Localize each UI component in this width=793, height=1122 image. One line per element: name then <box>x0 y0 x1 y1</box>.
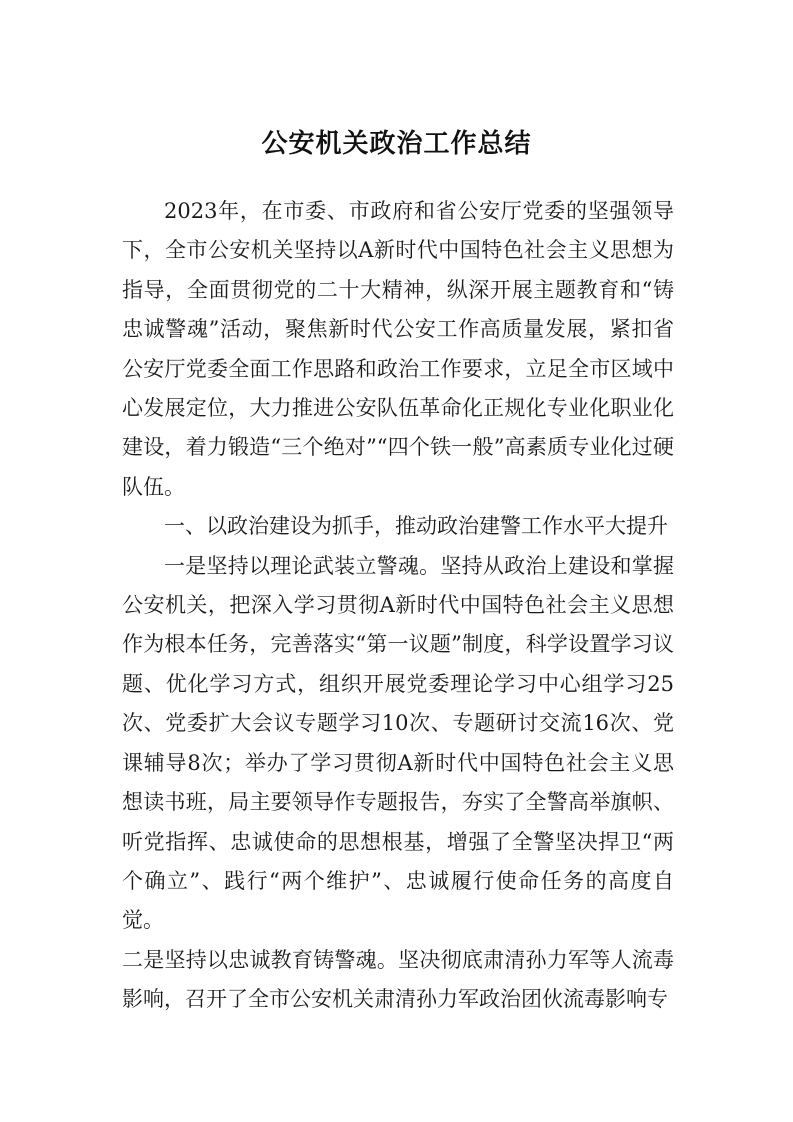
paragraph-intro: 2023年，在市委、市政府和省公安厅党委的坚强领导下，全市公安机关坚持以A新时代中国特色社会主义思想为指导，全面贯彻党的二十大精神，纵深开展主题教育和“铸忠诚警魂”活动，聚焦新时代公安工作高质量发展，紧扣省公安厅党委全面工作思路和政治工作要求，立足全市区域中心发展定位，大力推进公安队伍革命化正规化专业化职业化建设，着力锻造“三个绝对”“四个铁一般”高素质专业化过硬队伍。 <box>122 199 674 499</box>
document-body <box>122 192 674 1020</box>
paragraph-loyalty: 二是坚持以忠诚教育铸警魂。坚决彻底肃清孙力军等人流毒影响，召开了全市公安机关肃清孙力军政治团伙流毒影响专 <box>122 947 674 1012</box>
section-heading-1: 一、以政治建设为抓手，推动政治建警工作水平大提升 <box>164 514 668 539</box>
document-title: 公安机关政治工作总结 <box>261 129 532 159</box>
paragraph-theory: 一是坚持以理论武装立警魂。坚持从政治上建设和掌握公安机关，把深入学习贯彻A新时代中国特色社会主义思想作为根本任务，完善落实“第一议题”制度，科学设置学习议题、优化学习方式，组织开展党委理论学习中心组学习25次、党委扩大会议专题学习10次、专题研讨交流16次、党课辅导8次；举办了学习贯彻A新时代中国特色社会主义思想读书班，局主要领导作专题报告，夯实了全警高举旗帜、听党指挥、忠诚使命的思想根基，增强了全警坚决捍卫“两个确立”、践行“两个维护”、忠诚履行使命任务的高度自觉。 <box>122 553 674 933</box>
